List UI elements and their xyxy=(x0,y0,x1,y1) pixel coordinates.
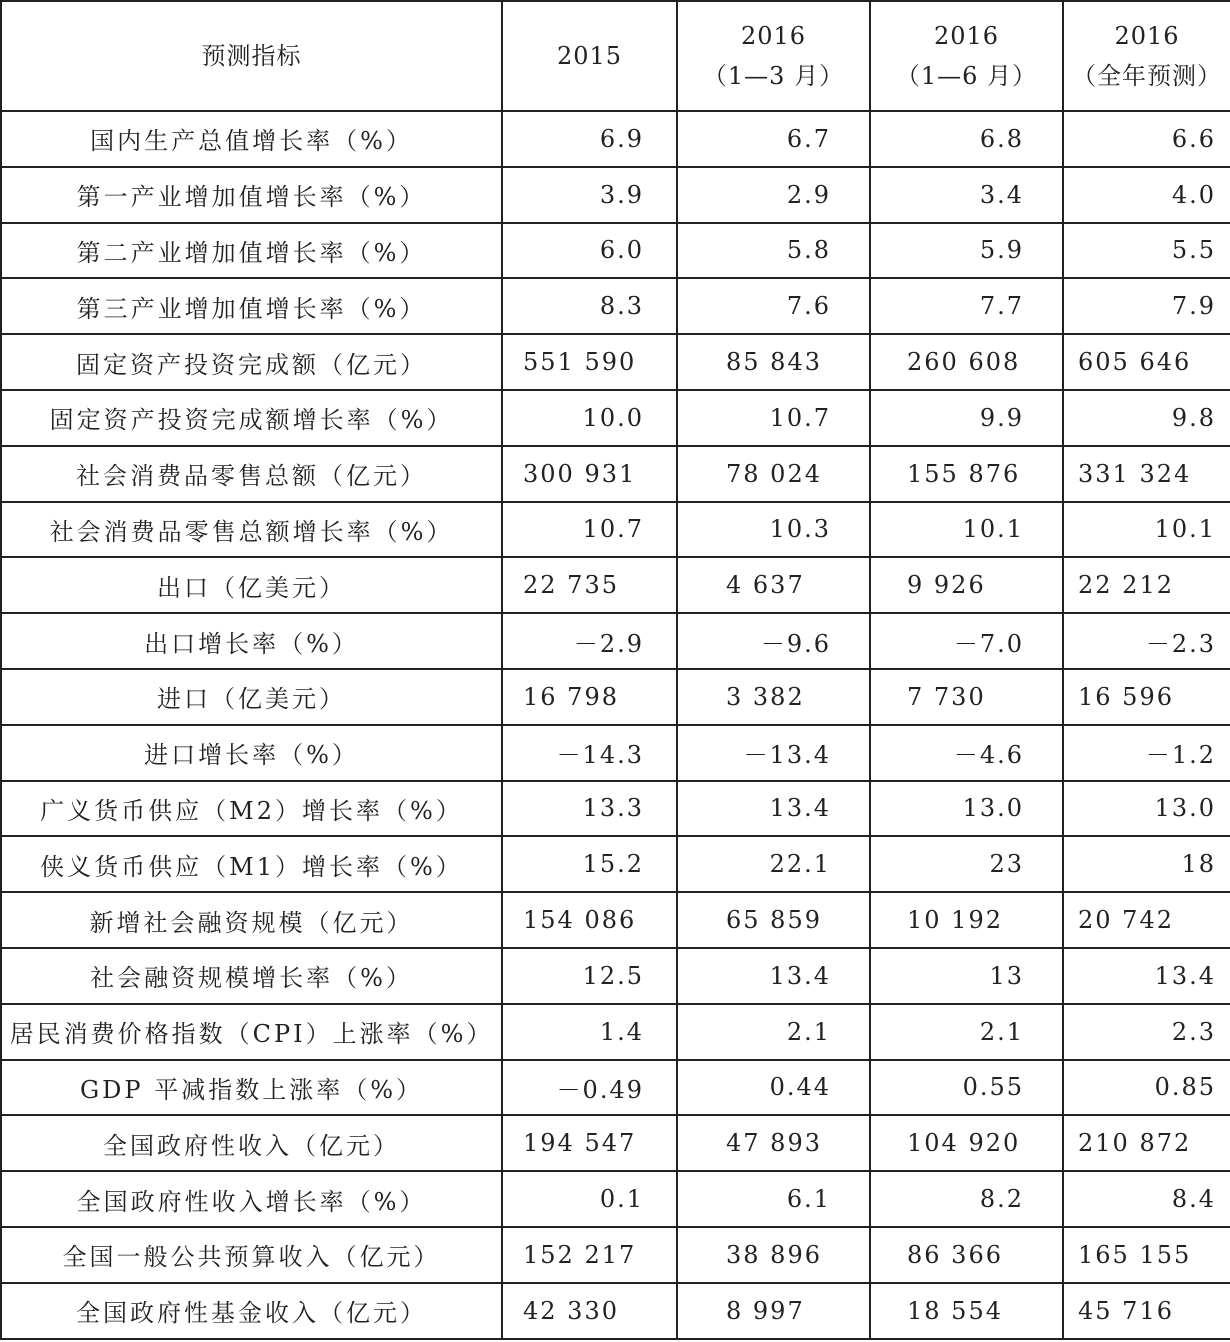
cell-2016-q1: 78 024 xyxy=(677,446,870,502)
cell-2015: 300 931 xyxy=(502,446,677,502)
cell-2016-h1: 8.2 xyxy=(870,1171,1063,1227)
row-label: 第三产业增加值增长率（%） xyxy=(1,278,502,334)
cell-2016-q1: 38 896 xyxy=(677,1227,870,1283)
row-label: 全国一般公共预算收入（亿元） xyxy=(1,1227,502,1283)
cell-2015: 10.7 xyxy=(502,502,677,558)
header-2016-q1-year: 2016 xyxy=(740,22,807,50)
row-label: 国内生产总值增长率（%） xyxy=(1,111,502,167)
table-header xyxy=(1,1,1230,111)
table-row xyxy=(1,111,1230,167)
cell-2016-full: 605 646 xyxy=(1063,334,1230,390)
table-row xyxy=(1,613,1230,669)
cell-2016-q1: 3 382 xyxy=(677,669,870,725)
cell-2016-full: 2.3 xyxy=(1063,1004,1230,1060)
cell-2016-h1: 10.1 xyxy=(870,502,1063,558)
cell-2016-q1: －13.4 xyxy=(677,725,870,781)
table-row xyxy=(1,1004,1230,1060)
header-row xyxy=(1,1,1230,111)
cell-2016-full: 0.85 xyxy=(1063,1060,1230,1116)
row-label: 出口增长率（%） xyxy=(1,613,502,669)
cell-2015: 0.1 xyxy=(502,1171,677,1227)
cell-2016-h1: 18 554 xyxy=(870,1283,1063,1339)
row-label: 广义货币供应（M2）增长率（%） xyxy=(1,781,502,837)
cell-2016-full: 9.8 xyxy=(1063,390,1230,446)
cell-2015: 42 330 xyxy=(502,1283,677,1339)
header-2016-full-period: （全年预测） xyxy=(1072,62,1222,90)
cell-2016-h1: 9.9 xyxy=(870,390,1063,446)
cell-2016-full: 210 872 xyxy=(1063,1115,1230,1171)
row-label: 侠义货币供应（M1）增长率（%） xyxy=(1,836,502,892)
table-row xyxy=(1,334,1230,390)
header-2016-h1-year: 2016 xyxy=(933,22,1000,50)
table-row xyxy=(1,446,1230,502)
row-label: 固定资产投资完成额（亿元） xyxy=(1,334,502,390)
header-2016-q1-period: （1—3 月） xyxy=(702,62,845,90)
table-row xyxy=(1,836,1230,892)
cell-2016-q1: 10.7 xyxy=(677,390,870,446)
cell-2016-full: 8.4 xyxy=(1063,1171,1230,1227)
cell-2015: －2.9 xyxy=(502,613,677,669)
cell-2015: 551 590 xyxy=(502,334,677,390)
cell-2016-h1: 6.8 xyxy=(870,111,1063,167)
cell-2016-h1: －7.0 xyxy=(870,613,1063,669)
header-2016-h1-period: （1—6 月） xyxy=(895,62,1038,90)
cell-2016-q1: 13.4 xyxy=(677,781,870,837)
cell-2016-h1: 7.7 xyxy=(870,278,1063,334)
cell-2016-full: 20 742 xyxy=(1063,892,1230,948)
cell-2016-q1: 6.1 xyxy=(677,1171,870,1227)
cell-2015: 15.2 xyxy=(502,836,677,892)
cell-2015: 6.0 xyxy=(502,223,677,279)
header-2015: 2015 xyxy=(502,1,677,111)
cell-2016-q1: 22.1 xyxy=(677,836,870,892)
table-row xyxy=(1,1171,1230,1227)
cell-2016-full: 10.1 xyxy=(1063,502,1230,558)
row-label: 进口增长率（%） xyxy=(1,725,502,781)
table-row xyxy=(1,1115,1230,1171)
cell-2016-full: 16 596 xyxy=(1063,669,1230,725)
table-row xyxy=(1,390,1230,446)
cell-2016-full: 13.4 xyxy=(1063,948,1230,1004)
table-row xyxy=(1,1283,1230,1339)
row-label: 进口（亿美元） xyxy=(1,669,502,725)
cell-2015: 13.3 xyxy=(502,781,677,837)
table-row xyxy=(1,167,1230,223)
row-label: 社会融资规模增长率（%） xyxy=(1,948,502,1004)
cell-2015: 154 086 xyxy=(502,892,677,948)
cell-2015: 194 547 xyxy=(502,1115,677,1171)
cell-2016-h1: 155 876 xyxy=(870,446,1063,502)
cell-2016-h1: 9 926 xyxy=(870,557,1063,613)
cell-2015: －0.49 xyxy=(502,1060,677,1116)
row-label: 新增社会融资规模（亿元） xyxy=(1,892,502,948)
cell-2016-h1: 5.9 xyxy=(870,223,1063,279)
table-row xyxy=(1,725,1230,781)
cell-2016-full: 6.6 xyxy=(1063,111,1230,167)
table-row xyxy=(1,781,1230,837)
cell-2016-q1: 7.6 xyxy=(677,278,870,334)
cell-2016-q1: 8 997 xyxy=(677,1283,870,1339)
cell-2016-h1: 7 730 xyxy=(870,669,1063,725)
row-label: 全国政府性基金收入（亿元） xyxy=(1,1283,502,1339)
cell-2016-q1: 47 893 xyxy=(677,1115,870,1171)
cell-2015: 3.9 xyxy=(502,167,677,223)
table-row xyxy=(1,1227,1230,1283)
row-label: GDP 平减指数上涨率（%） xyxy=(1,1060,502,1116)
cell-2016-full: 18 xyxy=(1063,836,1230,892)
cell-2016-full: 4.0 xyxy=(1063,167,1230,223)
cell-2016-q1: 13.4 xyxy=(677,948,870,1004)
cell-2016-full: －1.2 xyxy=(1063,725,1230,781)
cell-2015: 10.0 xyxy=(502,390,677,446)
table-row xyxy=(1,557,1230,613)
table-row xyxy=(1,892,1230,948)
cell-2016-q1: 5.8 xyxy=(677,223,870,279)
cell-2016-q1: 4 637 xyxy=(677,557,870,613)
cell-2016-full: 22 212 xyxy=(1063,557,1230,613)
cell-2016-h1: 86 366 xyxy=(870,1227,1063,1283)
cell-2016-h1: 2.1 xyxy=(870,1004,1063,1060)
cell-2016-full: 7.9 xyxy=(1063,278,1230,334)
cell-2016-full: 45 716 xyxy=(1063,1283,1230,1339)
cell-2016-q1: 2.9 xyxy=(677,167,870,223)
cell-2016-q1: 65 859 xyxy=(677,892,870,948)
row-label: 全国政府性收入（亿元） xyxy=(1,1115,502,1171)
cell-2016-q1: 0.44 xyxy=(677,1060,870,1116)
cell-2015: 1.4 xyxy=(502,1004,677,1060)
cell-2016-full: 5.5 xyxy=(1063,223,1230,279)
cell-2016-full: 13.0 xyxy=(1063,781,1230,837)
cell-2016-q1: 2.1 xyxy=(677,1004,870,1060)
cell-2016-h1: 0.55 xyxy=(870,1060,1063,1116)
cell-2015: 12.5 xyxy=(502,948,677,1004)
cell-2016-h1: 13 xyxy=(870,948,1063,1004)
header-2016-full-year: 2016 xyxy=(1114,22,1180,50)
cell-2016-h1: 260 608 xyxy=(870,334,1063,390)
row-label: 社会消费品零售总额增长率（%） xyxy=(1,502,502,558)
cell-2016-q1: 85 843 xyxy=(677,334,870,390)
table-row xyxy=(1,278,1230,334)
header-2016-q1 xyxy=(677,1,870,111)
cell-2016-h1: 10 192 xyxy=(870,892,1063,948)
cell-2015: 152 217 xyxy=(502,1227,677,1283)
cell-2016-h1: 13.0 xyxy=(870,781,1063,837)
table-row xyxy=(1,1060,1230,1116)
cell-2015: 8.3 xyxy=(502,278,677,334)
header-indicator: 预测指标 xyxy=(1,1,502,111)
row-label: 第一产业增加值增长率（%） xyxy=(1,167,502,223)
cell-2016-h1: 3.4 xyxy=(870,167,1063,223)
cell-2016-h1: －4.6 xyxy=(870,725,1063,781)
row-label: 社会消费品零售总额（亿元） xyxy=(1,446,502,502)
table-row xyxy=(1,948,1230,1004)
cell-2016-full: 165 155 xyxy=(1063,1227,1230,1283)
row-label: 出口（亿美元） xyxy=(1,557,502,613)
row-label: 全国政府性收入增长率（%） xyxy=(1,1171,502,1227)
cell-2016-q1: 6.7 xyxy=(677,111,870,167)
table-row xyxy=(1,502,1230,558)
row-label: 居民消费价格指数（CPI）上涨率（%） xyxy=(1,1004,502,1060)
cell-2015: 22 735 xyxy=(502,557,677,613)
cell-2016-h1: 23 xyxy=(870,836,1063,892)
cell-2016-q1: －9.6 xyxy=(677,613,870,669)
cell-2016-h1: 104 920 xyxy=(870,1115,1063,1171)
cell-2016-full: 331 324 xyxy=(1063,446,1230,502)
table-body xyxy=(1,111,1230,1339)
table-row xyxy=(1,669,1230,725)
cell-2016-q1: 10.3 xyxy=(677,502,870,558)
cell-2015: 6.9 xyxy=(502,111,677,167)
row-label: 固定资产投资完成额增长率（%） xyxy=(1,390,502,446)
cell-2015: －14.3 xyxy=(502,725,677,781)
header-2016-h1 xyxy=(870,1,1063,111)
cell-2016-full: －2.3 xyxy=(1063,613,1230,669)
row-label: 第二产业增加值增长率（%） xyxy=(1,223,502,279)
table-row xyxy=(1,223,1230,279)
cell-2015: 16 798 xyxy=(502,669,677,725)
header-2016-full xyxy=(1063,1,1230,111)
